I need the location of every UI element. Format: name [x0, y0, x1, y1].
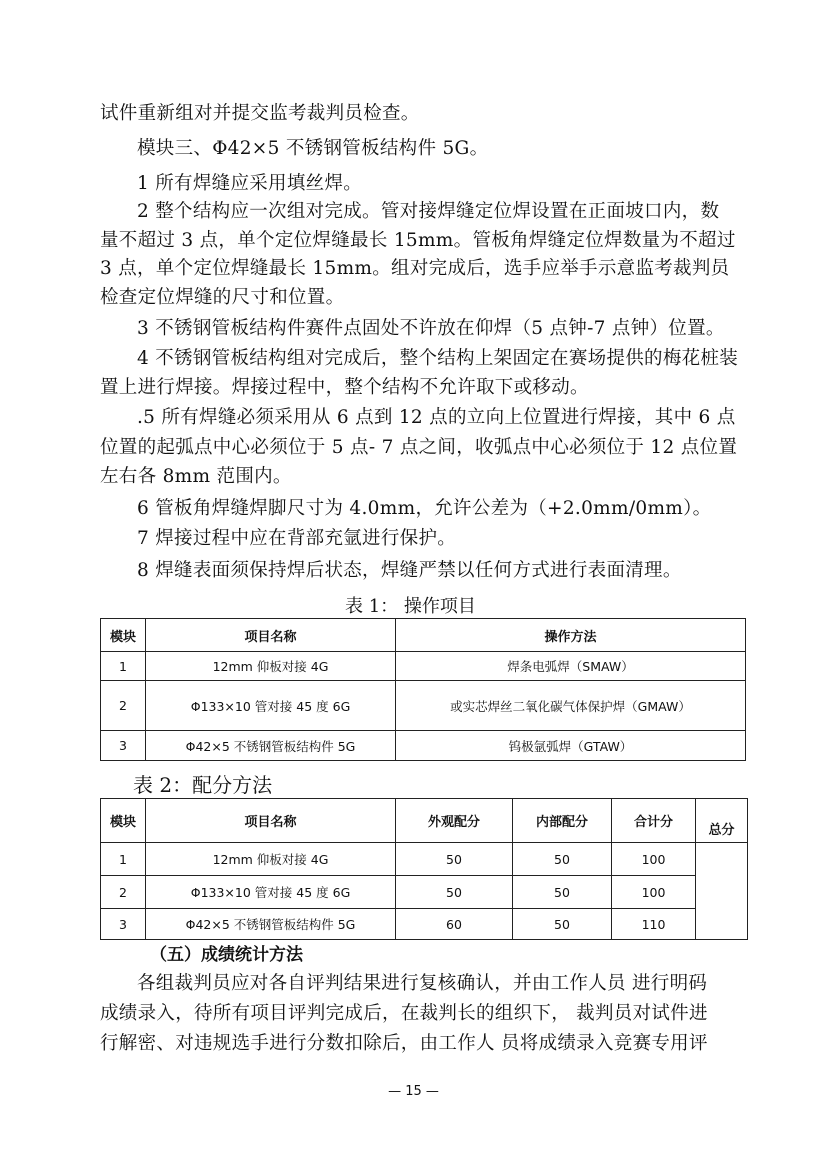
table-cell: Φ42×5 不锈钢管板结构件 5G	[146, 731, 396, 761]
table-row	[101, 843, 748, 876]
section-title: （五）成绩统计方法	[150, 945, 303, 965]
table-header: 模块	[101, 619, 146, 652]
text-line: 成绩录入，待所有项目评判完成后，在裁判长的组织下， 裁判员对试件进	[100, 1003, 708, 1024]
text-line: 左右各 8mm 范围内。	[100, 466, 292, 487]
table-cell: 或实芯焊丝二氧化碳气体保护焊（GMAW）	[396, 681, 746, 731]
table-header: 合计分	[612, 799, 696, 843]
text-line: 量不超过 3 点，单个定位焊缝最长 15mm。管板角焊缝定位焊数量为不超过	[100, 230, 736, 251]
table-cell: 50	[513, 876, 612, 909]
table1-caption: 表 1： 操作项目	[345, 596, 476, 617]
table-cell: 3	[101, 731, 146, 761]
table-row	[101, 731, 746, 761]
table-cell: Φ133×10 管对接 45 度 6G	[146, 681, 396, 731]
table-header: 总分	[696, 799, 748, 843]
table-cell: 60	[396, 909, 513, 940]
text-line: .5 所有焊缝必须采用从 6 点到 12 点的立向上位置进行焊接，其中 6 点	[137, 407, 736, 428]
text-line: 位置的起弧点中心必须位于 5 点- 7 点之间，收弧点中心必须位于 12 点位置	[100, 437, 738, 458]
table-cell: 100	[612, 843, 696, 876]
text-line: 检查定位焊缝的尺寸和位置。	[100, 287, 345, 308]
text-line: 行解密、对违规选手进行分数扣除后，由工作人 员将成绩录入竞赛专用评	[100, 1033, 708, 1054]
table-cell: 2	[101, 876, 146, 909]
text-line: 各组裁判员应对各自评判结果进行复核确认，并由工作人员 进行明码	[137, 973, 708, 994]
table-header: 外观配分	[396, 799, 513, 843]
table-header: 操作方法	[396, 619, 746, 652]
text-line: 8 焊缝表面须保持焊后状态，焊缝严禁以任何方式进行表面清理。	[137, 560, 682, 581]
table-cell: 1	[101, 843, 146, 876]
table-cell: 50	[513, 909, 612, 940]
text-line: 6 管板角焊缝焊脚尺寸为 4.0mm，允许公差为（+2.0mm/0mm）。	[137, 498, 712, 519]
table-row	[101, 909, 748, 940]
scoring-table	[100, 798, 748, 940]
table2-caption: 表 2：配分方法	[133, 773, 273, 797]
table-cell: 2	[101, 681, 146, 731]
table-row	[101, 652, 746, 681]
table-header: 内部配分	[513, 799, 612, 843]
total-score-cell	[696, 843, 748, 940]
text-line: 7 焊接过程中应在背部充氩进行保护。	[137, 528, 457, 549]
table-header: 项目名称	[146, 799, 396, 843]
table-cell: Φ133×10 管对接 45 度 6G	[146, 876, 396, 909]
text-line: 试件重新组对并提交监考裁判员检查。	[100, 103, 420, 124]
table-cell: 110	[612, 909, 696, 940]
table-cell: Φ42×5 不锈钢管板结构件 5G	[146, 909, 396, 940]
module-title: 模块三、Φ42×5 不锈钢管板结构件 5G。	[137, 138, 489, 159]
table-cell: 1	[101, 652, 146, 681]
operation-table	[100, 618, 746, 761]
table-row	[101, 876, 748, 909]
table-cell: 焊条电弧焊（SMAW）	[396, 652, 746, 681]
table-header: 模块	[101, 799, 146, 843]
page-number: — 15 —	[388, 1084, 439, 1099]
text-line: 1 所有焊缝应采用填丝焊。	[137, 173, 363, 194]
text-line: 3 不锈钢管板结构件赛件点固处不许放在仰焊（5 点钟-7 点钟）位置。	[137, 318, 725, 339]
table-header-row	[101, 799, 748, 843]
table-cell: 3	[101, 909, 146, 940]
table-header-row	[101, 619, 746, 652]
text-line: 置上进行焊接。焊接过程中，整个结构不允许取下或移动。	[100, 377, 589, 398]
table-header: 项目名称	[146, 619, 396, 652]
text-line: 4 不锈钢管板结构组对完成后，整个结构上架固定在赛场提供的梅花桩装	[137, 348, 739, 369]
text-line: 2 整个结构应一次组对完成。管对接焊缝定位焊设置在正面坡口内，数	[137, 201, 720, 222]
table-cell: 钨极氩弧焊（GTAW）	[396, 731, 746, 761]
table-cell: 50	[513, 843, 612, 876]
table-cell: 100	[612, 876, 696, 909]
table-cell: 12mm 仰板对接 4G	[146, 652, 396, 681]
table-row	[101, 681, 746, 731]
text-line: 3 点，单个定位焊缝最长 15mm。组对完成后，选手应举手示意监考裁判员	[100, 258, 730, 279]
table-cell: 50	[396, 843, 513, 876]
table-cell: 12mm 仰板对接 4G	[146, 843, 396, 876]
table-cell: 50	[396, 876, 513, 909]
